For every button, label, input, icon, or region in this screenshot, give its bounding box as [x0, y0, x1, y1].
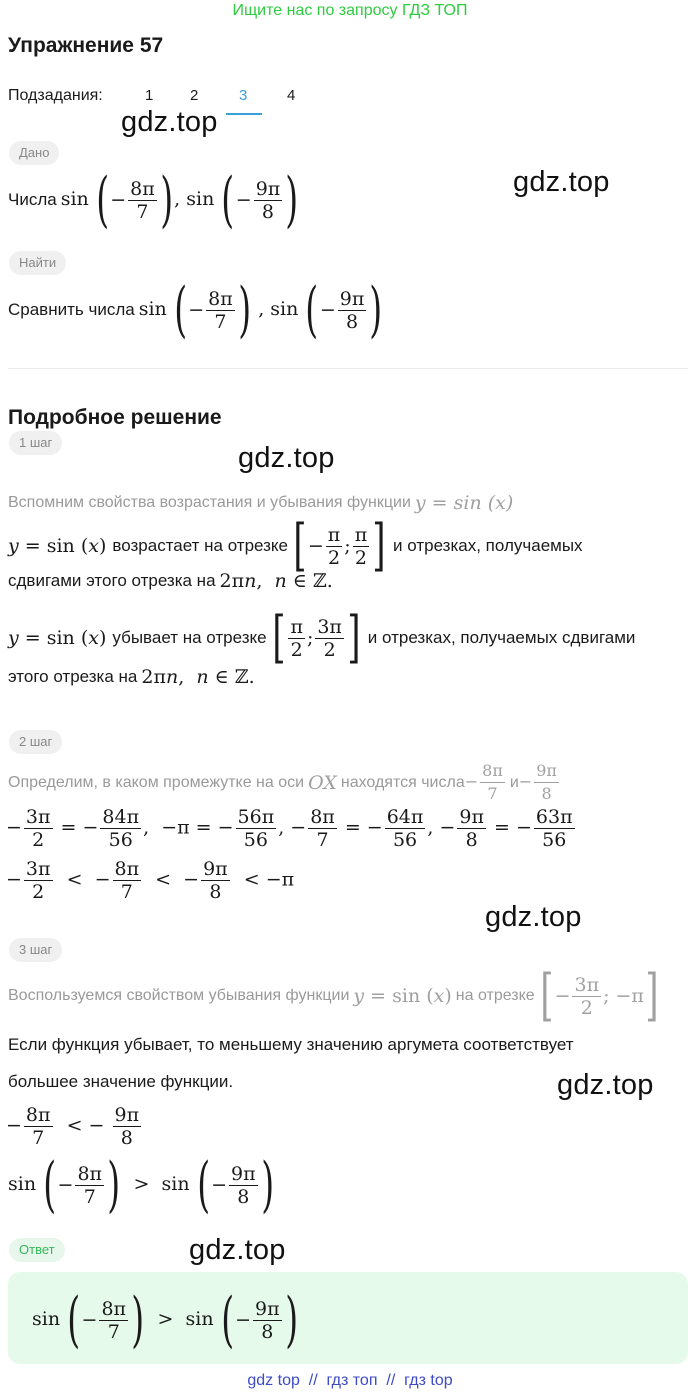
math: sin ( − $\frac{8\pi}{7}$ ) > sin ( − $\frac{9\pi}{8}$ )	[32, 1285, 298, 1355]
given-badge: Дано	[9, 141, 59, 165]
watermark: gdz.top	[189, 1234, 286, 1266]
watermark: gdz.top	[513, 166, 610, 198]
math: sin ( − $\frac{8\pi}{7}$ ) > sin ( − $\frac{9\pi}{8}$ )	[8, 1150, 274, 1220]
watermark: gdz.top	[238, 442, 335, 474]
given-line	[8, 165, 300, 235]
subtasks-label: Подзадания:	[8, 87, 103, 104]
page-title: Упражнение 57	[8, 34, 164, 57]
math: y = sin (x)	[8, 535, 107, 557]
step3-intro-text: Воспользуемся свойством убывания функции	[8, 987, 350, 1004]
step2-intro-text: Определим, в каком промежутке на оси	[8, 773, 305, 791]
step3-intro-text2: на отрезке	[455, 987, 535, 1004]
math: − $\frac{3\pi}{2}$ = − $\frac{84\pi}{56}$ , −π = − $\frac{56\pi}{56}$ , − $\frac{8\pi}{7}$ = − $\frac{64\pi}{56}$ , − $\frac{9\pi}{8}$ = − $\frac{63\pi}{56}$	[6, 806, 573, 851]
step1-intro	[8, 492, 513, 514]
math: − $\frac{8\pi}{7}$	[464, 761, 503, 803]
math: − $\frac{9\pi}{8}$	[518, 761, 557, 803]
step1-line3	[8, 605, 636, 670]
step3-paragraph2: большее значение функции.	[8, 1072, 234, 1091]
subtask-tab-2[interactable]: 2	[190, 87, 199, 104]
step1-line4	[8, 666, 255, 688]
math: y = sin (x)	[8, 627, 107, 649]
step3-paragraph1: Если функция убывает, то меньшему значению аргумета соответствует	[8, 1035, 574, 1054]
watermark: gdz.top	[485, 901, 582, 933]
text: и отрезках, получаемых сдвигами	[367, 628, 636, 647]
step1-intro-text: Вспомним свойства возрастания и убывания функции	[8, 494, 411, 511]
text: и отрезках, получаемых	[393, 536, 583, 555]
step2-intro-text2: находятся числа	[340, 773, 465, 791]
divider	[8, 368, 688, 369]
solution-title: Подробное решение	[8, 406, 222, 429]
text: убывает на отрезке	[112, 628, 267, 647]
answer-line	[32, 1285, 299, 1355]
math: [ $\frac{\pi}{2}$ ; $\frac{3\pi}{2}$ ]	[271, 605, 361, 670]
math: y = sin (x)	[414, 492, 514, 514]
watermark: gdz.top	[121, 106, 218, 138]
math: [ − $\frac{\pi}{2}$ ; $\frac{\pi}{2}$ ]	[293, 513, 386, 578]
step2-and: и	[509, 773, 519, 791]
math: 2πn, n ∈ ℤ.	[141, 666, 255, 688]
subtask-tab-3-underline	[226, 113, 262, 115]
text: возрастает на отрезке	[112, 536, 288, 555]
math: − $\frac{3\pi}{2}$ < − $\frac{8\pi}{7}$ < − $\frac{9\pi}{8}$ < −π	[6, 858, 295, 903]
step-badge: 1 шаг	[9, 431, 62, 455]
math: sin ( − $\frac{8\pi}{7}$ ) , sin ( − $\frac{9\pi}{8}$ )	[60, 165, 299, 235]
math: [ − $\frac{3\pi}{2}$ ; −π ]	[540, 963, 659, 1028]
subtask-tab-3[interactable]: 3	[239, 87, 248, 104]
text: этого отрезка на	[8, 667, 138, 686]
step-badge: 3 шаг	[9, 938, 62, 962]
step3-intro	[8, 963, 660, 1028]
text: сдвигами этого отрезка на	[8, 571, 216, 590]
step2-intro	[8, 760, 561, 805]
find-line	[8, 275, 384, 345]
watermark: gdz.top	[557, 1069, 654, 1101]
answer-badge: Ответ	[9, 1238, 65, 1262]
subtask-tab-4[interactable]: 4	[287, 87, 296, 104]
math: y = sin (x)	[353, 985, 452, 1007]
math: OX	[308, 771, 337, 794]
step-badge: 2 шаг	[9, 730, 62, 754]
step3-ineq1	[6, 1104, 143, 1149]
step2-equalities	[6, 806, 577, 851]
math: 2πn, n ∈ ℤ.	[219, 570, 333, 592]
top-banner[interactable]: Ищите нас по запросу ГДЗ ТОП	[232, 2, 468, 19]
find-text: Сравнить числа	[8, 300, 135, 319]
step3-ineq2	[8, 1150, 275, 1220]
given-text: Числа	[8, 190, 57, 209]
step2-inequality	[6, 858, 294, 903]
math: sin ( − $\frac{8\pi}{7}$ ) , sin ( − $\frac{9\pi}{8}$ )	[138, 275, 383, 345]
math: − $\frac{8\pi}{7}$ < − $\frac{9\pi}{8}$	[6, 1104, 140, 1149]
subtask-tab-1[interactable]: 1	[145, 87, 154, 104]
step1-line1	[8, 513, 583, 578]
step1-line2	[8, 570, 333, 592]
footer-links[interactable]: gdz top // гдз топ // гдз top	[247, 1372, 453, 1389]
find-badge: Найти	[9, 251, 66, 275]
